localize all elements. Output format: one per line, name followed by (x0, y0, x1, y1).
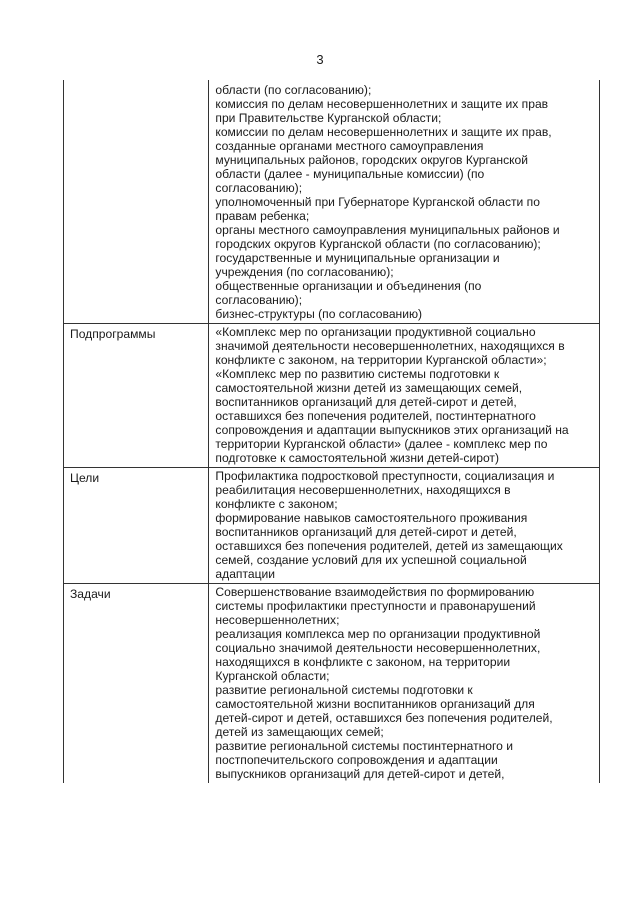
text-line: реабилитация несовершеннолетних, находящихся в (215, 483, 511, 497)
row-label (64, 80, 209, 324)
text-line: «Комплекс мер по организации продуктивной социально (215, 325, 536, 339)
text-line: конфликте с законом, на территории Курганской области»; (215, 353, 547, 367)
text-line: учреждения (по согласованию); (215, 265, 394, 279)
text-line: несовершеннолетних; (215, 613, 340, 627)
text-line: государственные и муниципальные организации и (215, 251, 500, 265)
text-line: воспитанников организаций для детей-сирот и детей, (215, 525, 517, 539)
text-line: при Правительстве Курганской области; (215, 111, 442, 125)
table-row-goals (64, 468, 600, 584)
text-line: области (по согласованию); (215, 83, 372, 97)
text-line: органы местного самоуправления муниципальных районов и (215, 223, 560, 237)
row-content (209, 584, 600, 784)
text-line: адаптации (215, 567, 276, 581)
text-line: созданные органами местного самоуправления (215, 139, 484, 153)
text-line: формирование навыков самостоятельного проживания (215, 511, 528, 525)
row-label: Задачи (64, 584, 209, 784)
text-line: комиссии по делам несовершеннолетних и защите их прав, (215, 125, 552, 139)
table-row-participants (64, 80, 600, 324)
text-line: Профилактика подростковой преступности, социализация и (215, 469, 555, 483)
text-line: области (далее - муниципальные комиссии) (по (215, 167, 485, 181)
table-row-subprograms (64, 324, 600, 468)
table-row-tasks (64, 584, 600, 784)
page-number: 3 (316, 52, 324, 67)
text-line: бизнес-структуры (по согласованию) (215, 307, 423, 321)
text-line: самостоятельной жизни детей из замещающих семей, (215, 381, 523, 395)
text-line: семей, создание условий для их успешной социальной (215, 553, 527, 567)
text-line: оставшихся без попечения родителей, постинтернатного (215, 409, 536, 423)
text-line: согласованию); (215, 181, 303, 195)
text-line: оставшихся без попечения родителей, детей из замещающих (215, 539, 563, 553)
row-label: Цели (64, 468, 209, 584)
row-content (209, 324, 600, 468)
text-line: значимой деятельности несовершеннолетних, находящихся в (215, 339, 565, 353)
text-line: развитие региональной системы подготовки к (215, 683, 473, 697)
text-line: детей-сирот и детей, оставшихся без попечения родителей, (215, 711, 553, 725)
text-line: уполномоченный при Губернаторе Курганской области по (215, 195, 540, 209)
text-line: реализация комплекса мер по организации продуктивной (215, 627, 541, 641)
text-line: согласованию); (215, 293, 303, 307)
text-line: Совершенствование взаимодействия по формированию (215, 585, 535, 599)
text-line: Курганской области; (215, 669, 330, 683)
text-line: выпускников организаций для детей-сирот и детей, (215, 767, 505, 781)
row-content (209, 468, 600, 584)
text-line: правам ребенка; (215, 209, 310, 223)
text-line: «Комплекс мер по развитию системы подготовки к (215, 367, 500, 381)
text-line: сопровождения и адаптации выпускников этих организаций на (215, 423, 569, 437)
text-line: комиссия по делам несовершеннолетних и защите их прав (215, 97, 549, 111)
text-line: конфликте с законом; (215, 497, 338, 511)
text-line: социально значимой деятельности несовершеннолетних, (215, 641, 541, 655)
text-line: развитие региональной системы постинтернатного и (215, 739, 514, 753)
text-line: детей из замещающих семей; (215, 725, 384, 739)
text-line: воспитанников организаций для детей-сирот и детей, (215, 395, 517, 409)
row-label: Подпрограммы (64, 324, 209, 468)
passport-table (63, 80, 600, 783)
text-line: общественные организации и объединения (по (215, 279, 482, 293)
text-line: городских округов Курганской области (по согласованию); (215, 237, 541, 251)
text-line: системы профилактики преступности и правонарушений (215, 599, 536, 613)
text-line: находящихся в конфликте с законом, на территории (215, 655, 511, 669)
text-line: подготовке к самостоятельной жизни детей-сирот) (215, 451, 499, 465)
text-line: территории Курганской области» (далее - комплекс мер по (215, 437, 548, 451)
text-line: самостоятельной жизни воспитанников организаций для (215, 697, 535, 711)
text-line: постпопечительского сопровождения и адаптации (215, 753, 498, 767)
text-line: муниципальных районов, городских округов Курганской (215, 153, 529, 167)
row-content (209, 80, 600, 324)
